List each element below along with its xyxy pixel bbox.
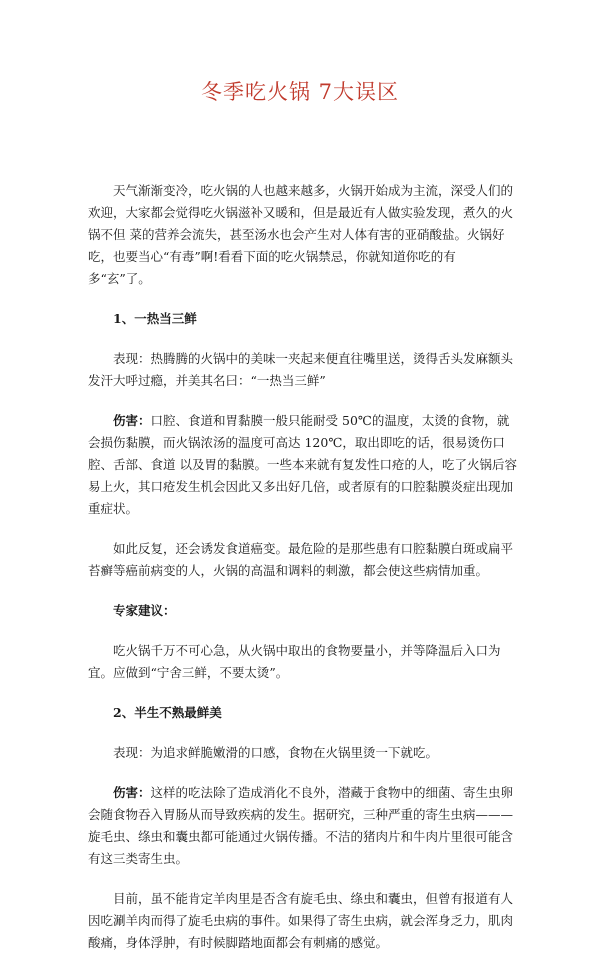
section-2-behavior: 表现：为追求鲜脆嫩滑的口感，食物在火锅里烫一下就吃。: [113, 745, 439, 760]
section-2-heading: 2、半生不熟最鲜美: [113, 705, 222, 720]
intro-paragraph: 天气渐渐变冷，吃火锅的人也越来越多，火锅开始成为主流，深受人们的欢迎，大家都会觉得吃火锅滋补又暖和，但是最近有人做实验发现，煮久的火锅不但 菜的营养会流失，甚至汤水也会产生对人体有害的亚硝酸盐。火锅好吃，也要当心“有毒”啊!看看下面的吃火锅禁忌，你就知道你吃的有多“玄”了。: [88, 183, 514, 286]
section-1-harm-label: 伤害：: [113, 413, 151, 428]
section-1-harm-text: 口腔、食道和胃黏膜一般只能耐受 50℃的温度，太烫的食物，就会损伤黏膜，而火锅浓汤的温度可高达 120℃，取出即吃的话，很易烫伤口腔、舌部、食道 以及胃的黏膜。一些本来就有复发性口疮的人，吃了火锅后容易上火，其口疮发生机会因此又多出好几倍，或者原有的口腔黏膜炎症出现加重症状。: [88, 413, 517, 516]
section-1-harm: [88, 410, 518, 520]
section-1-heading: 1、一热当三鲜: [113, 311, 197, 326]
section-2-harm-label: 伤害：: [113, 785, 151, 800]
section-1-advice-heading: 专家建议：: [113, 603, 176, 618]
section-1-more: 如此反复，还会诱发食道癌变。最危险的是那些患有口腔黏膜白斑或扁平苔癣等癌前病变的人，火锅的高温和调料的刺激，都会使这些病情加重。: [88, 541, 514, 578]
section-2-harm-text: 这样的吃法除了造成消化不良外，潜藏于食物中的细菌、寄生虫卵会随食物吞入胃肠从而导致疾病的发生。据研究，三种严重的寄生虫病———旋毛虫、绦虫和囊虫都可能通过火锅传播。不洁的猪肉片和牛肉片里很可能含有这三类寄生虫。: [88, 785, 514, 866]
section-1-behavior: 表现：热腾腾的火锅中的美味一夹起来便直往嘴里送，烫得舌头发麻额头发汗大呼过瘾，并美其名曰：“一热当三鲜”: [88, 351, 514, 388]
section-2-harm: [88, 782, 518, 870]
document-title: 冬季吃火锅 7大误区: [200, 80, 400, 104]
article-body: [88, 180, 518, 972]
section-1-advice: 吃火锅千万不可心急，从火锅中取出的食物要量小，并等降温后入口为宜。应做到“宁舍三鲜，不要太烫”。: [88, 643, 501, 680]
section-2-more: 目前，虽不能肯定羊肉里是否含有旋毛虫、绦虫和囊虫，但曾有报道有人因吃涮羊肉而得了旋毛虫病的事件。如果得了寄生虫病，就会浑身乏力，肌肉酸痛，身体浮肿，有时候脚踏地面都会有刺痛的感觉。: [88, 891, 514, 950]
